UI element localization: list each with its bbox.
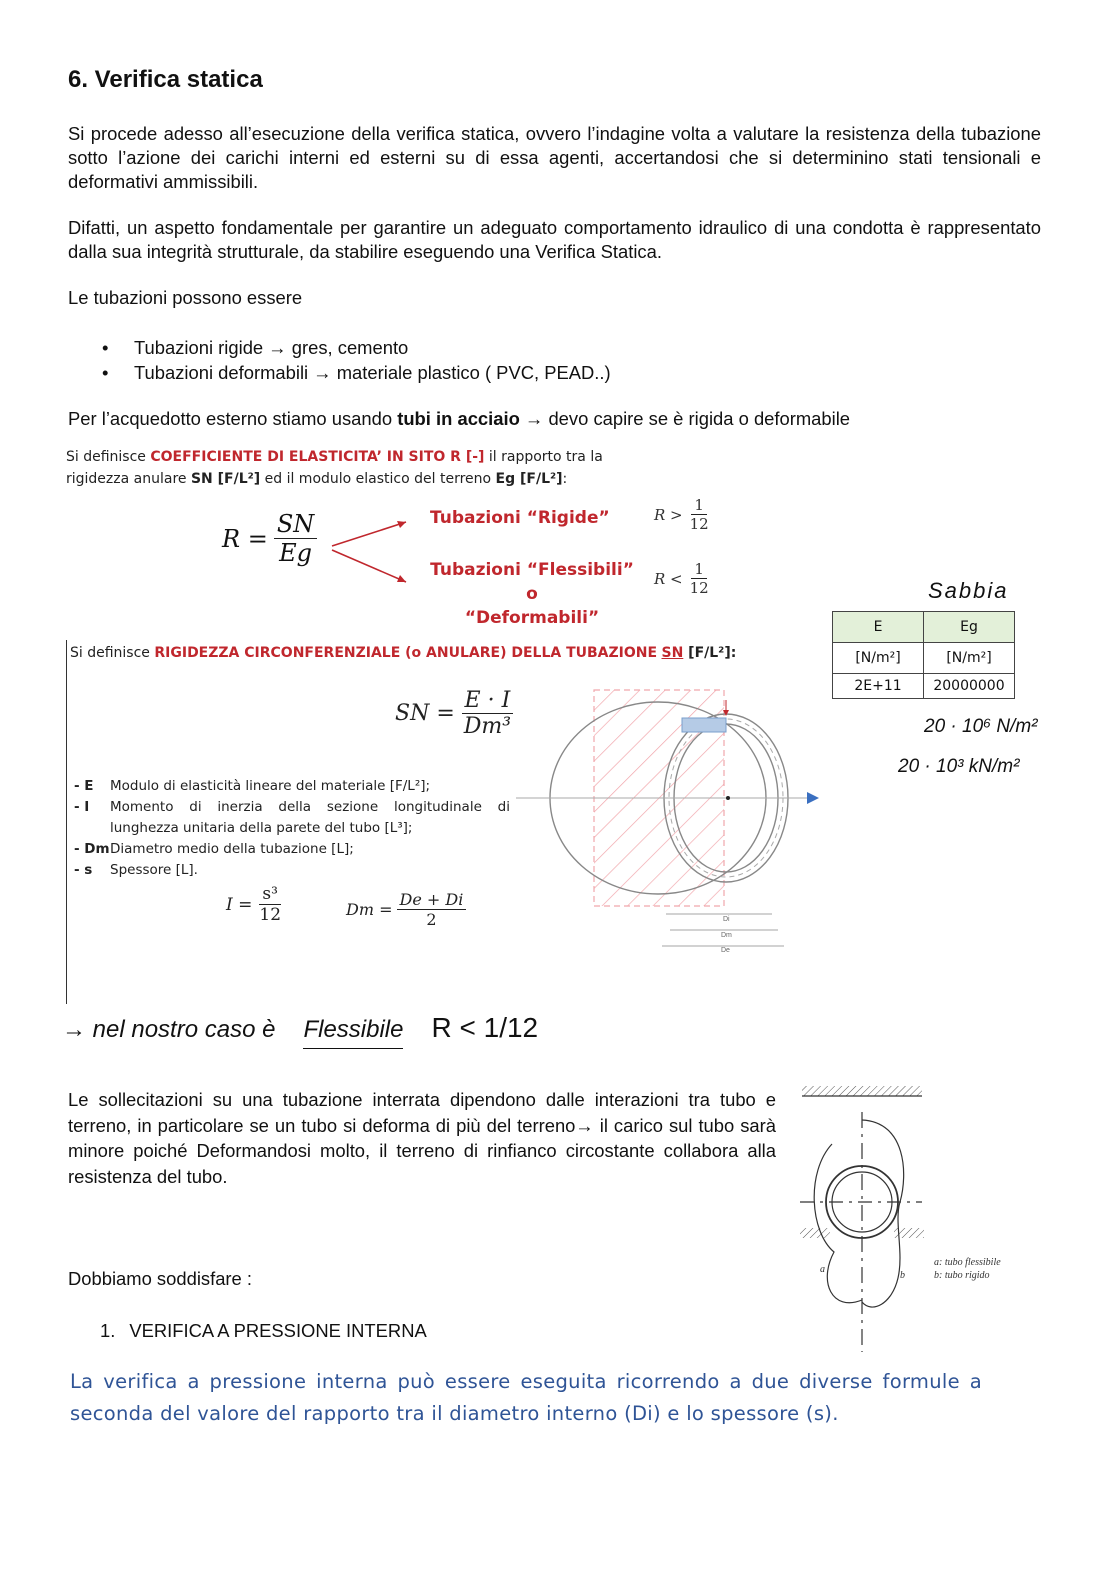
- coeff-red-text: COEFFICIENTE DI ELASTICITA’ IN SITO R [-]: [150, 449, 485, 465]
- i-fraction: [256, 884, 284, 925]
- sn-fraction: [461, 688, 514, 739]
- conclusion-condition: R < 1/12: [431, 1012, 539, 1043]
- formula-numerator: De + Di: [397, 890, 467, 910]
- coeff-text: il rapporto tra la: [484, 449, 603, 465]
- def-symbol: - I: [74, 799, 90, 815]
- cond-den: 12: [689, 579, 709, 597]
- soddisfare-text: Dobbiamo soddisfare :: [68, 1268, 253, 1289]
- pressione-line: La verifica a pressione interna può essere eseguita ricorrendo a due diverse formule a: [70, 1370, 982, 1393]
- intro-paragraph: Si procede adesso all’esecuzione della verifica statica, ovvero l’indagine volta a valutare la resistenza della tubazione sotto l’azione dei carichi interni ed esterni su di essa agenti, accertandosi che si determinino stati tensionali e deformativi ammissibili.: [68, 123, 1041, 192]
- formula-denominator: Eg: [279, 539, 312, 567]
- item-number: 1.: [100, 1320, 116, 1341]
- rigide-label: Tubazioni “Rigide”: [430, 508, 610, 528]
- section-title: 6. Verifica statica: [68, 66, 263, 93]
- sn-red-text: RIGIDEZZA CIRCONFERENZIALE (o ANULARE) DELLA TUBAZIONE: [154, 645, 658, 661]
- table-cell: 20000000: [924, 674, 1015, 699]
- coefficient-definition: [66, 446, 646, 490]
- i-formula: [226, 884, 284, 925]
- formula-lhs: SN =: [395, 701, 455, 726]
- tubazioni-paragraph: Le tubazioni possono essere: [68, 287, 303, 308]
- acciaio-paragraph: [68, 407, 1041, 431]
- flessibili-line: “Deformabili”: [464, 608, 600, 628]
- coeff-text: ed il modulo elastico del terreno: [260, 471, 496, 487]
- handwritten-sabbia: Sabbia: [928, 578, 1009, 603]
- coeff-text: rigidezza anulare: [66, 471, 191, 487]
- flessibili-label: [426, 558, 638, 630]
- cond-fraction: [687, 560, 712, 597]
- table-row: [833, 674, 1015, 699]
- legend-a: a: tubo flessibile: [934, 1257, 1001, 1268]
- formula-denominator: 12: [259, 905, 282, 925]
- pressione-line: seconda del valore del rapporto tra il diametro interno (Di) e lo spessore (s).: [70, 1402, 839, 1425]
- r-fraction: [274, 510, 317, 567]
- formula-lhs: Dm =: [346, 900, 393, 919]
- legend-b: b: tubo rigido: [934, 1270, 990, 1281]
- pipe-section-diagram: [516, 686, 826, 960]
- dim-de-label: De: [721, 947, 730, 954]
- table-row: [833, 643, 1015, 674]
- dim-di-label: Di: [723, 916, 730, 923]
- pipe-deformation-diagram: [796, 1082, 1036, 1354]
- coeff-text: :: [562, 471, 568, 487]
- def-text: Diametro medio della tubazione [L];: [110, 841, 354, 857]
- dm-fraction: [397, 890, 467, 929]
- sollecitazioni-paragraph: Le sollecitazioni su una tubazione interrata dipendono dalle interazioni tra tubo e terreno, in particolare se un tubo si deforma di più del terreno→ il carico sul tubo sarà minore poiché Deformandosi molto, il terreno di rinfianco circostante collabora alla resistenza del tubo.: [68, 1089, 776, 1187]
- formula-denominator: 2: [426, 910, 437, 929]
- cond-num: 1: [691, 496, 707, 515]
- curve-a-label: a: [820, 1264, 825, 1275]
- pressione-paragraph: [70, 1366, 982, 1430]
- table-header-cell: E: [833, 612, 924, 643]
- sn-text: Si definisce: [70, 645, 155, 661]
- cond-fraction: [687, 496, 712, 533]
- def-text: Momento di inerzia della sezione longitudinale di lunghezza unitaria della parete del tubo [L³];: [110, 799, 510, 836]
- sn-box-border: [66, 640, 67, 1004]
- moduli-table: [832, 611, 1015, 699]
- sn-text: [F/L²]:: [683, 645, 737, 661]
- formula-lhs: R =: [222, 524, 268, 553]
- table-header-cell: Eg: [924, 612, 1015, 643]
- branch-arrows: [326, 510, 412, 590]
- table-row: [833, 612, 1015, 643]
- coeff-text: Si definisce: [66, 449, 151, 465]
- table-cell: [N/m²]: [924, 643, 1015, 674]
- dim-dm-label: Dm: [721, 932, 732, 939]
- integrity-paragraph: Difatti, un aspetto fondamentale per garantire un adeguato comportamento idraulico di una condotta è rappresentato dalla sua integrità strutturale, da stabilire eseguendo una Verifica Statica.: [68, 217, 1041, 262]
- acciaio-bold: tubi in acciaio: [397, 408, 520, 429]
- sn-underlined: SN: [661, 645, 684, 661]
- conclusion-flessibile: Flessibile: [303, 1016, 403, 1049]
- r-formula: [222, 510, 317, 567]
- formula-numerator: SN: [274, 510, 317, 539]
- handwritten-eg-2: 20 · 10³ kN/m²: [898, 756, 1020, 777]
- cond-num: 1: [691, 560, 707, 579]
- cond-lhs: R <: [654, 569, 683, 588]
- def-symbol: - E: [74, 778, 94, 794]
- def-row: [74, 797, 510, 839]
- list-item: • Tubazioni rigide → gres, cemento: [100, 335, 611, 360]
- flessibili-line: Tubazioni “Flessibili” o: [430, 560, 634, 604]
- def-row: [74, 776, 510, 797]
- sn-definitions-list: [74, 776, 510, 881]
- acciaio-prefix: Per l’acquedotto esterno stiamo usando: [68, 408, 398, 429]
- tube-types-list: [100, 335, 611, 385]
- coeff-bold: SN [F/L²]: [190, 471, 261, 487]
- cond-den: 12: [689, 515, 709, 533]
- handwritten-conclusion: [62, 1012, 538, 1049]
- def-row: [74, 860, 510, 881]
- sn-formula: [395, 688, 514, 739]
- def-symbol: - Dm: [74, 841, 110, 857]
- def-row: [74, 839, 510, 860]
- table-cell: 2E+11: [833, 674, 924, 699]
- formula-denominator: Dm³: [463, 714, 512, 739]
- rigide-condition: [654, 496, 712, 533]
- handwritten-eg-1: 20 · 10⁶ N/m²: [924, 716, 1038, 737]
- curve-b-label: b: [900, 1270, 905, 1281]
- list-item: • Tubazioni deformabili → materiale plastico ( PVC, PEAD..): [100, 360, 611, 385]
- def-text: Spessore [L].: [110, 862, 198, 878]
- def-text: Modulo di elasticità lineare del materiale [F/L²];: [110, 778, 431, 794]
- numbered-item: [100, 1319, 427, 1343]
- dm-formula: [346, 890, 466, 929]
- formula-numerator: s³: [259, 884, 281, 905]
- acciaio-suffix: → devo capire se è rigida o deformabile: [519, 408, 851, 429]
- flessibili-condition: [654, 560, 712, 597]
- table-cell: [N/m²]: [833, 643, 924, 674]
- formula-lhs: I =: [226, 894, 253, 915]
- formula-numerator: E · I: [462, 688, 514, 714]
- item-text: VERIFICA A PRESSIONE INTERNA: [129, 1320, 427, 1341]
- coeff-bold: Eg [F/L²]: [495, 471, 563, 487]
- cond-lhs: R >: [654, 505, 683, 524]
- sn-definition: [70, 645, 736, 661]
- def-symbol: - s: [74, 862, 93, 878]
- conclusion-text: → nel nostro caso è: [62, 1016, 276, 1043]
